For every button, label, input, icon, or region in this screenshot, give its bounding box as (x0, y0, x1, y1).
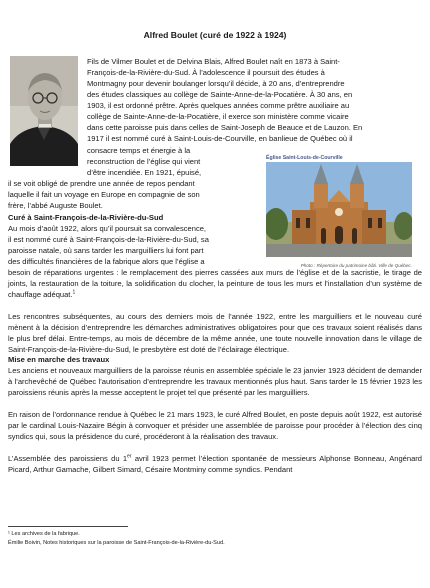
para2-rest (8, 267, 422, 300)
para1-line-9: consacre temps et énergie à la (87, 146, 191, 155)
footnote-divider (8, 526, 128, 527)
para1-line-10: reconstruction de l’église qui vient (87, 157, 201, 166)
para2-line-1: Au mois d’août 1922, alors qu’il poursuit sa convalescence, (8, 224, 207, 233)
church-figure (266, 154, 412, 276)
para1-line-6: collège de Sainte-Anne-de-la-Pocatière, il exerce son ministère comme vicaire (87, 112, 349, 121)
para1-line-8: 1917 il est nommé curé à Saint-Louis-de-Courville, en banlieue de Québec où il (87, 134, 353, 143)
para6 (8, 453, 422, 475)
para2-line-3: paroisse natale, où sans tarder les marguilliers lui font part (8, 246, 204, 255)
para1-line-2: François-de-la-Rivière-du-Sud. À l’adolescence il poursuit des études à (87, 68, 325, 77)
para1-full-line-1: il se voit obligé de prendre une année de repos pendant (8, 179, 195, 188)
footnote-1: ¹ Les archives de la fabrique. (8, 531, 80, 537)
para1-full-line-2: laquelle il fait un voyage en Europe en compagnie de son (8, 190, 200, 199)
para3: Les rencontres subséquentes, au cours des derniers mois de l’année 1922, entre les marguilliers et le nouveau curé mènent à la décision d’entreprendre les démarches administratives obligatoires pour que ces travaux soient réalisés dans le plus bref délai. Entre-temps, au mois de décembre de la même année, une toute nouvelle innovation dans le village de Saint-François-de-la-Rivière-du-Sud, le presbytère est doté de l’éclairage électrique. (8, 312, 422, 355)
para1-full-line-3: frère, l’abbé Auguste Boulet. (8, 201, 103, 210)
para1-line-1: Fils de Vilmer Boulet et de Delvina Blais, Alfred Boulet naît en 1873 à Saint- (87, 57, 340, 66)
footnote-ref-1: 1 (72, 289, 76, 296)
para1-line-11: d’être incendiée. En 1921, épuisé, (87, 168, 202, 177)
para1-line-3: Montmagny pour devenir boulanger lorsqu’il décide, à 20 ans, d’entreprendre (87, 79, 345, 88)
portrait-photo (10, 56, 78, 166)
heading-travaux: Mise en marche des travaux (8, 355, 110, 364)
para2-line-2: il est nommé curé à Saint-François-de-la-Rivière-du-Sud, sa (8, 235, 209, 244)
para5: En raison de l’ordonnance rendue à Québec le 21 mars 1923, le curé Alfred Boulet, en poste depuis août 1922, est autorisé par le cardinal Louis-Nazaire Bégin à convoquer et présider une assemblée de paroisse pour procéder à l’élection des cinq syndics qui, sous la présidence du curé, procéderont à la réalisation des travaux. (8, 410, 422, 442)
para1-line-7: dans cette paroisse puis dans celles de Saint-Joseph de Beauce et de Lauzon. En (87, 123, 363, 132)
para2-rest-text: besoin de réparations urgentes : le remplacement des pierres cassées aux murs de l’église et de la sacristie, le tirage de joints, la restauration de la toiture, la solidification du clocher, la peinture de tous les murs et l’installation d’un système de chauffage adéquat. (8, 268, 422, 300)
church-photo (266, 162, 412, 257)
para1-line-4: des études classiques au collège de Sainte-Anne-de-la-Pocatière. À 30 ans, en (87, 90, 353, 99)
photo-caption-bottom: Photo : Répertoire du patrimoine bâti. Ville de Québec. (300, 263, 412, 268)
para1-line-5: 1903, il est ordonné prêtre. Après quelques années comme prêtre auxiliaire au (87, 101, 350, 110)
para4: Les anciens et nouveaux marguilliers de la paroisse réunis en assemblée spéciale le 23 janvier 1923 décident de demander à l’archevêché de Québec l’autorisation d’entreprendre les travaux mentionnés plus haut. Sans tarder le 15 février 1923 les paroissiens réunis après la messe acceptent le projet tel que présenté par les marguilliers. (8, 366, 422, 398)
para6-end: avril 1923 permet l’élection spontanée de messieurs Alphonse Bonneau, Angénard Picard, Arthur Gamache, Gilbert Simard, Césaire Montminy comme syndics. Pendant (8, 454, 422, 475)
para6-sup: er (127, 453, 132, 460)
para6-start: L’Assemblée des paroissiens du 1 (8, 454, 128, 463)
page-title: Alfred Boulet (curé de 1922 à 1924) (143, 30, 287, 40)
photo-caption-top: Église Saint-Louis-de-Courville (266, 155, 343, 161)
footnote-2: Émilie Boivin, Notes historiques sur la paroisse de Saint-François-de-la-Rivière-du-Sud. (8, 540, 225, 546)
heading-cure: Curé à Saint-François-de-la-Rivière-du-Sud (8, 213, 164, 222)
para2-line-4: des difficultés financières de la fabrique alors que l’église a (8, 257, 205, 266)
